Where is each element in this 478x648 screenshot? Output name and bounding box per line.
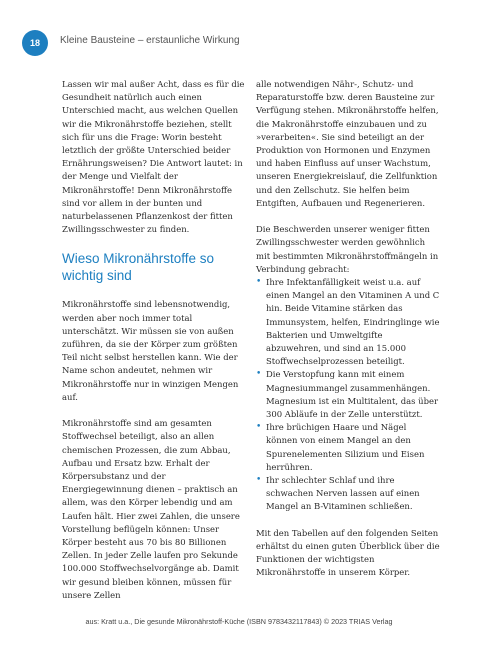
list-item-text: Ihr schlechter Schlaf und ihre schwachen Nerven lassen auf einen Mangel an B-Vitaminen schließen.: [266, 475, 420, 512]
list-item: [256, 276, 440, 368]
left-column: [62, 78, 246, 615]
page-number-badge: [22, 30, 48, 56]
footer-credit: aus: Kratt u.a., Die gesunde Mikronährstoff-Küche (ISBN 9783432117843) © 2023 TRIAS Verlag: [85, 617, 393, 626]
list-item-text: Ihre Infektanfälligkeit weist u.a. auf einen Mangel an den Vitaminen A und C hin. Beide Vitamine stärken das Immunsystem, helfen, Eindringlinge wie Bakterien und Umweltgifte abzuwehren, und sind an 15.000 Stoffwechselprozessen beteiligt.: [266, 277, 440, 367]
section-heading: Wieso Mikronährstoffe so wichtig sind: [62, 251, 215, 284]
body-paragraph: Mit den Tabellen auf den folgenden Seiten erhältst du einen guten Überblick über die Funktionen der wichtigsten Mikronährstoffe in unserem Körper.: [256, 527, 440, 578]
deficiency-list: [256, 276, 440, 514]
intro-paragraph: Lassen wir mal außer Acht, dass es für die Gesundheit natürlich auch einen Unterschied macht, aus welchen Quellen wir die Mikronährstoffe beziehen, stellt sich für uns die Frage: Worin besteht letztlich der größte Unterschied beider Ernährungsweisen? Die Antwort lautet: in der Menge und Vielfalt der Mikronährstoffe! Denn Mikronährstoffe sind vor allem in der bunten und naturbelassenen Pflanzenkost der fitten Zwillingsschwester zu finden.: [62, 79, 245, 235]
page-number: 18: [29, 38, 40, 48]
list-item-text: Ihre brüchigen Haare und Nägel können von einem Mangel an den Spurenelementen Silizium und Eisen herrühren.: [266, 422, 425, 472]
right-column: [256, 78, 440, 593]
running-title: Kleine Bausteine – erstaunliche Wirkung: [60, 35, 240, 46]
body-paragraph: alle notwendigen Nähr-, Schutz- und Reparaturstoffe bzw. deren Bausteine zur Verfügung stehen. Mikronährstoffe helfen, die Makronährstoffe einzubauen und zu »verarbeiten«. Sie sind beteiligt an der Produktion von Hormonen und Enzymen und haben Einfluss auf unser Wachstum, unseren Energiekreislauf, die Zellfunktion und den Zellschutz. Sie helfen beim Entgiften, Aufbauen und Regenerieren.: [256, 79, 439, 208]
body-paragraph: Mikronährstoffe sind am gesamten Stoffwechsel beteiligt, also an allen chemischen Prozessen, die zum Abbau, Aufbau und Ersatz bzw. Erhalt der Körpersubstanz und der Energiegewinnung dienen – praktisch an allem, was den Körper lebendig und am Laufen hält. Hier zwei Zahlen, die unsere Vorstellung beflügeln können: Unser Körper besteht aus 70 bis 80 Billionen Zellen. In jeder Zelle laufen pro Sekunde 100.000 Stoffwechselvorgänge ab. Damit wir gesund bleiben können, müssen für unsere Zellen: [62, 418, 240, 600]
list-item: [256, 421, 440, 474]
bullet-icon: •: [256, 277, 262, 288]
body-paragraph: Die Beschwerden unserer weniger fitten Zwillingsschwester werden gewöhnlich mit bestimmten Mikronährstoffmängeln in Verbindung gebracht:: [256, 224, 439, 274]
list-item: [256, 368, 440, 421]
bullet-icon: •: [256, 475, 262, 486]
bullet-icon: •: [256, 369, 262, 380]
body-paragraph: Mikronährstoffe sind lebensnotwendig, werden aber noch immer total unterschätzt. Wir müssen sie von außen zuführen, da sie der Körper zum größten Teil nicht selbst herstellen kann. Wie der Name schon andeutet, nehmen wir Mikronährstoffe nur in winzigen Mengen auf.: [62, 299, 239, 402]
list-item: [256, 474, 440, 514]
list-item-text: Die Verstopfung kann mit einem Magnesiummangel zusammenhängen. Magnesium ist ein Multitalent, das über 300 Abläufe in der Zelle unterstützt.: [266, 369, 439, 420]
bullet-icon: •: [256, 422, 262, 433]
